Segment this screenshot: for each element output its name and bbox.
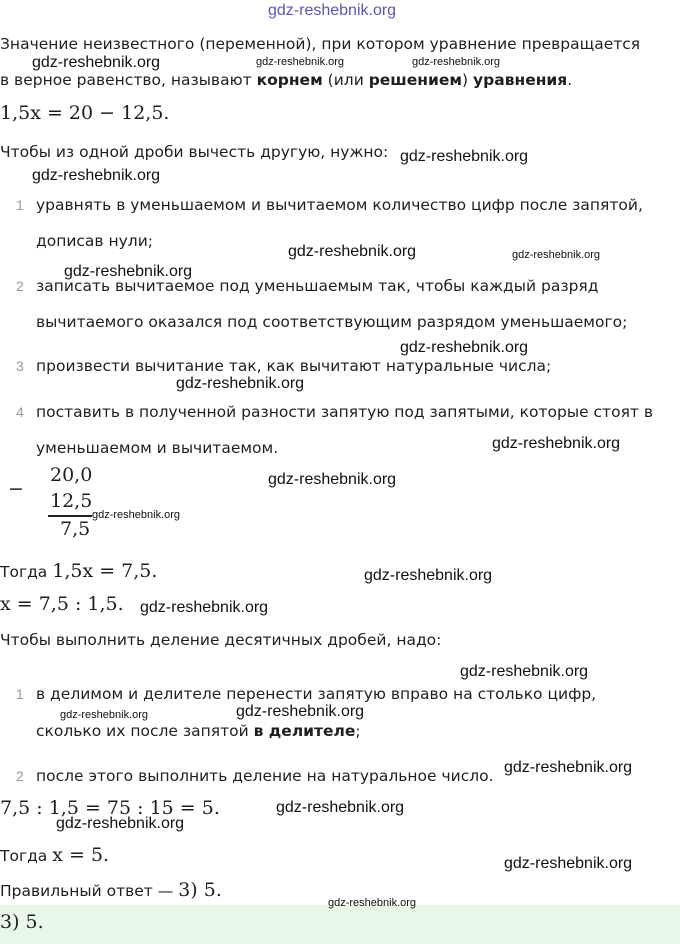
step-number: 2: [16, 278, 24, 294]
watermark: gdz-reshebnik.org: [60, 709, 149, 721]
division-rule-title: Чтобы выполнить деление десятичных дробей, надо:: [0, 631, 442, 649]
answer-box: [0, 905, 680, 944]
watermark: gdz-reshebnik.org: [412, 56, 501, 68]
then-word: Тогда: [0, 847, 53, 865]
subtraction-step-2-line-2: вычитаемого оказался под соответствующим разрядом уменьшаемого;: [36, 313, 628, 331]
watermark: gdz-reshebnik.org: [32, 54, 161, 71]
term-root: корнем: [256, 71, 323, 89]
watermark: gdz-reshebnik.org: [400, 339, 529, 356]
watermark: gdz-reshebnik.org: [460, 663, 589, 680]
equation-3: 7,5 : 1,5 = 75 : 15 = 5.: [0, 797, 220, 819]
column-minus-sign: −: [8, 478, 24, 500]
watermark: gdz-reshebnik.org: [288, 243, 417, 260]
answer-box-value: 3) 5.: [0, 911, 44, 933]
subtraction-step-2-line-1: записать вычитаемое под уменьшаемым так, чтобы каждый разряд: [36, 277, 599, 295]
correct-answer-line: [0, 879, 222, 901]
watermark: gdz-reshebnik.org: [268, 471, 397, 488]
subtraction-rule-title: Чтобы из одной дроби вычесть другую, нужно:: [0, 143, 389, 161]
watermark: gdz-reshebnik.org: [512, 249, 601, 261]
intro-text: в верное равенство, называют: [0, 71, 257, 89]
watermark: gdz-reshebnik.org: [276, 799, 405, 816]
correct-answer-label: Правильный ответ —: [0, 882, 179, 900]
watermark: gdz-reshebnik.org: [140, 599, 269, 616]
subtraction-step-3-line-1: произвести вычитание так, как вычитают натуральные числа;: [36, 357, 552, 375]
watermark: gdz-reshebnik.org: [504, 855, 633, 872]
watermark: gdz-reshebnik.org: [56, 815, 185, 832]
then-math: x = 5.: [52, 844, 110, 866]
step-number: 3: [16, 358, 24, 374]
intro-text: .: [567, 71, 573, 89]
watermark: gdz-reshebnik.org: [400, 148, 529, 165]
term-solution: решением: [368, 71, 463, 89]
correct-answer-value: 3) 5.: [178, 879, 222, 901]
term-in-divisor: в делителе: [253, 722, 356, 740]
intro-text: (или: [322, 71, 369, 89]
watermark: gdz-reshebnik.org: [364, 567, 493, 584]
equation-1: 1,5x = 20 − 12,5.: [0, 102, 170, 124]
subtraction-step-4-line-2: уменьшаемом и вычитаемом.: [36, 439, 279, 457]
step-text: ;: [355, 722, 361, 740]
step-number: 1: [16, 686, 24, 702]
intro-text: ): [462, 71, 474, 89]
intro-line-1: Значение неизвестного (переменной), при котором уравнение превращается: [0, 35, 641, 53]
watermark: gdz-reshebnik.org: [492, 435, 621, 452]
then-line-2: [0, 844, 109, 866]
equation-2: x = 7,5 : 1,5.: [0, 593, 124, 615]
term-equation: уравнения: [473, 71, 568, 89]
step-number: 4: [16, 404, 24, 420]
then-line-1: [0, 560, 157, 582]
watermark-top: gdz-reshebnik.org: [268, 2, 397, 19]
watermark: gdz-reshebnik.org: [328, 897, 417, 909]
subtraction-step-1-line-1: уравнять в уменьшаемом и вычитаемом количество цифр после запятой,: [36, 196, 643, 214]
then-math: 1,5x = 7,5.: [52, 560, 158, 582]
step-text: сколько их после запятой: [36, 722, 254, 740]
subtraction-step-1-line-2: дописав нули;: [36, 232, 153, 250]
column-difference: 7,5: [60, 518, 91, 540]
watermark: gdz-reshebnik.org: [176, 375, 305, 392]
step-number: 2: [16, 768, 24, 784]
column-line: [48, 515, 92, 517]
then-word: Тогда: [0, 563, 53, 581]
division-step-2-line-1: после этого выполнить деление на натуральное число.: [36, 767, 494, 785]
step-number: 1: [16, 197, 24, 213]
subtraction-step-4-line-1: поставить в полученной разности запятую под запятыми, которые стоят в: [36, 403, 653, 421]
watermark: gdz-reshebnik.org: [92, 509, 181, 521]
watermark: gdz-reshebnik.org: [64, 263, 193, 280]
division-step-1-line-1: в делимом и делителе перенести запятую вправо на столько цифр,: [36, 685, 597, 703]
watermark: gdz-reshebnik.org: [256, 56, 345, 68]
column-minuend: 20,0: [50, 464, 93, 486]
watermark: gdz-reshebnik.org: [504, 759, 633, 776]
watermark: gdz-reshebnik.org: [32, 167, 161, 184]
intro-line-2: [0, 70, 572, 90]
division-step-1-line-2: [36, 721, 361, 741]
column-subtrahend: 12,5: [50, 490, 93, 512]
watermark: gdz-reshebnik.org: [236, 703, 365, 720]
